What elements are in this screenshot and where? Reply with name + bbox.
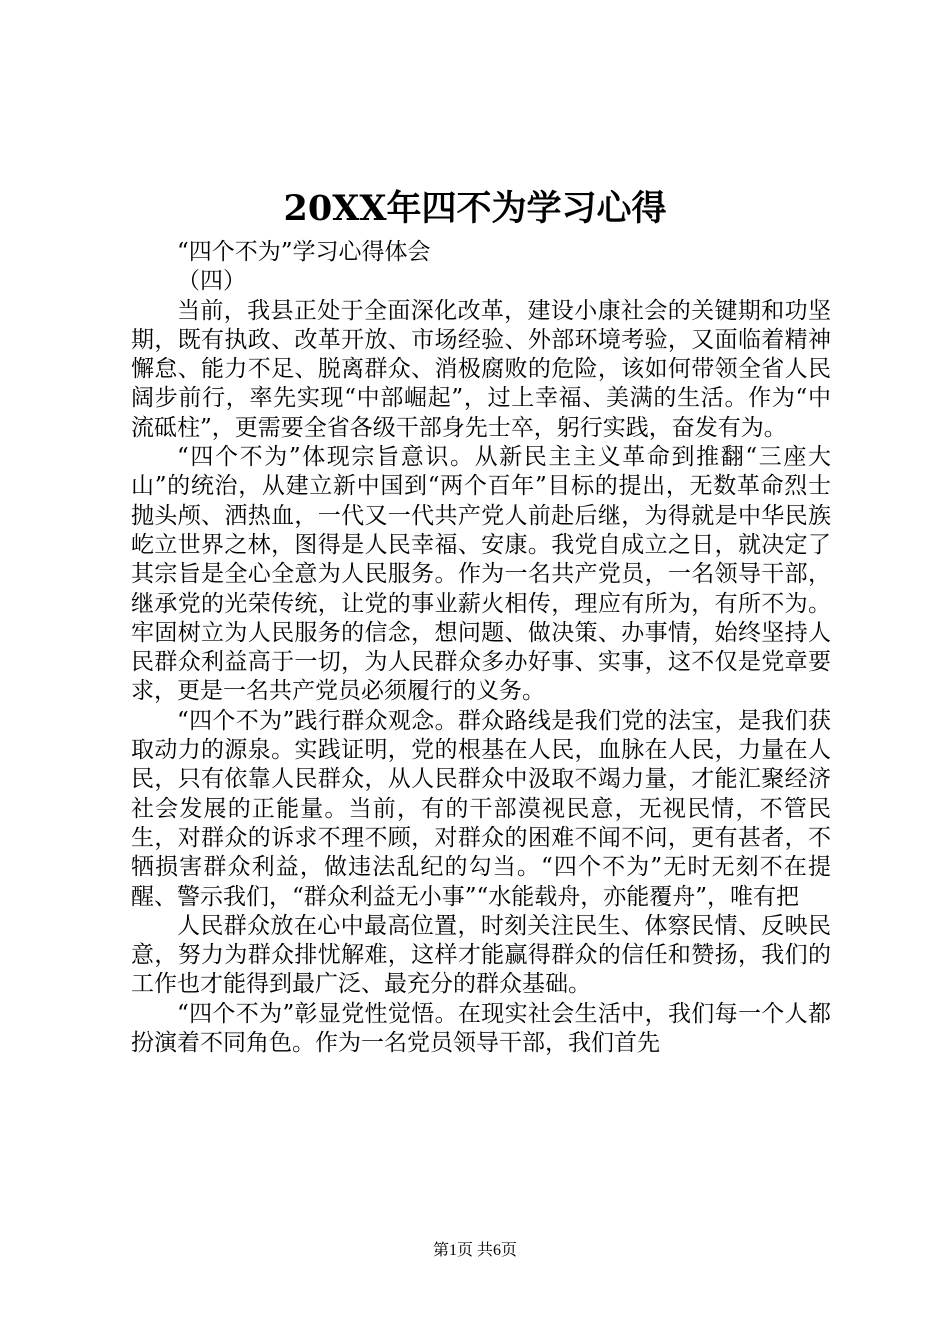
paragraph-party-spirit: “四个不为”彰显党性觉悟。在现实社会生活中，我们每一个人都扮演着不同角色。作为一名党员领导干部，我们首先 — [131, 1000, 831, 1057]
paragraph-mass-line: “四个不为”践行群众观念。群众路线是我们党的法宝，是我们获取动力的源泉。实践证明，党的根基在人民，血脉在人民，力量在人民，只有依靠人民群众，从人民群众中汲取不竭力量，才能汇聚经济社会发展的正能量。当前，有的干部漠视民意，无视民情，不管民生，对群众的诉求不理不顾，对群众的困难不闻不问，更有甚者，不牺损害群众利益，做违法乱纪的勾当。“四个不为”无时无刻不在提醒、警示我们，“群众利益无小事”“水能载舟，亦能覆舟”，唯有把 — [131, 707, 831, 910]
paragraph-subtitle: “四个不为”学习心得体会 — [177, 239, 431, 265]
document-body — [131, 238, 831, 1058]
page-number-footer: 第1页 共6页 — [432, 1242, 517, 1259]
paragraph-purpose-awareness: “四个不为”体现宗旨意识。从新民主主义革命到推翻“三座大山”的统治，从建立新中国到“两个百年”目标的提出，无数革命烈士抛头颅、洒热血，一代又一代共产党人前赴后继，为得就是中华民族屹立世界之林，图得是人民幸福、安康。我党自成立之日，就决定了其宗旨是全心全意为人民服务。作为一名共产党员，一名领导干部，继承党的光荣传统，让党的事业薪火相传，理应有所为，有所不为。牢固树立为人民服务的信念，想问题、做决策、办事情，始终坚持人民群众利益高于一切，为人民群众多办好事、实事，这不仅是党章要求，更是一名共产党员必须履行的义务。 — [131, 444, 831, 705]
paragraph-mass-line-continued: 人民群众放在心中最高位置，时刻关注民生、体察民情、反映民意，努力为群众排忧解难，这样才能赢得群众的信任和赞扬，我们的工作也才能得到最广泛、最充分的群众基础。 — [131, 912, 831, 998]
paragraph-intro: 当前，我县正处于全面深化改革，建设小康社会的关键期和功坚期，既有执政、改革开放、市场经验、外部环境考验，又面临着精神懈怠、能力不足、脱离群众、消极腐败的危险，该如何带领全省人民阔步前行，率先实现“中部崛起”，过上幸福、美满的生活。作为“中流砥柱”，更需要全省各级干部身先士卒，躬行实践，奋发有为。 — [131, 297, 831, 441]
paragraph-section-number: （四） — [177, 268, 246, 295]
page-title: 20XX年四不为学习心得 — [283, 188, 667, 229]
